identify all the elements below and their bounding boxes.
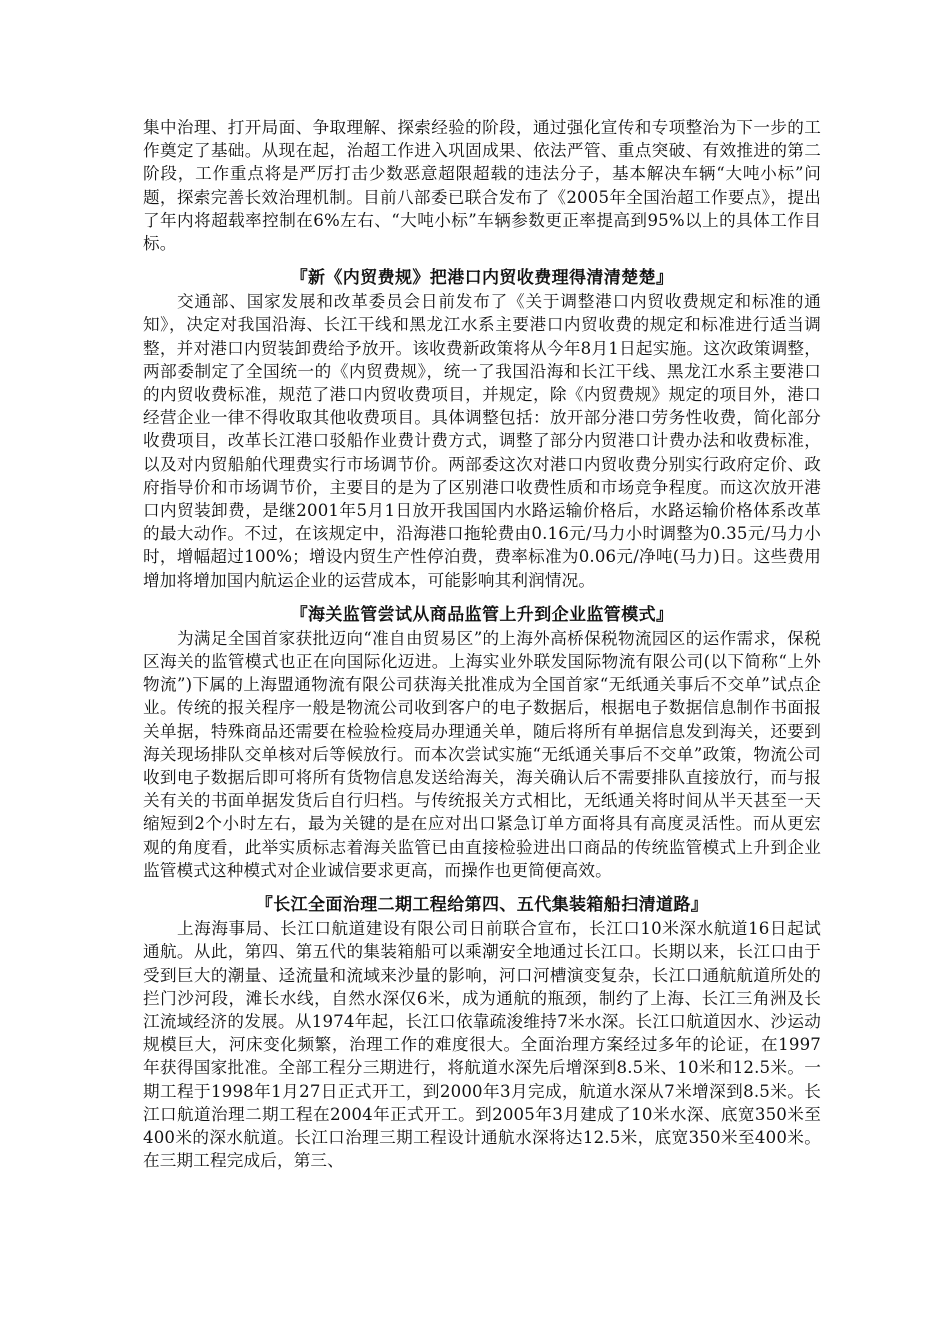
document-page [143,116,821,1172]
section-body: 上海海事局、长江口航道建设有限公司日前联合宣布，长江口10米深水航道16日起试通航。从此，第四、第五代的集装箱船可以乘潮安全地通过长江口。长期以来，长江口由于受到巨大的潮量、迳流量和流域来沙量的影响，河口河槽演变复杂，长江口通航航道所处的拦门沙河段，滩长水线，自然水深仅6米，成为通航的瓶颈，制约了上海、长江三角洲及长江流域经济的发展。从1974年起，长江口依靠疏浚维持7米水深。长江口航道因水、沙运动规模巨大，河床变化频繁，治理工作的难度很大。全面治理方案经过多年的论证，在1997年获得国家批准。全部工程分三期进行，将航道水深先后增深到8.5米、10米和12.5米。一期工程于1998年1月27日正式开工，到2000年3月完成，航道水深从7米增深到8.5米。长江口航道治理二期工程在2004年正式开工。到2005年3月建成了10米水深、底宽350米至400米的深水航道。长江口治理三期工程设计通航水深将达12.5米，底宽350米至400米。在三期工程完成后，第三、 [143,919,821,1171]
intro-paragraph: 集中治理、打开局面、争取理解、探索经验的阶段，通过强化宣传和专项整治为下一步的工作奠定了基础。从现在起，治超工作进入巩固成果、依法严管、重点突破、有效推进的第二阶段，工作重点将是严厉打击少数恶意超限超载的违法分子，基本解决车辆“大吨小标”问题，探索完善长效治理机制。目前八部委已联合发布了《2005年全国治超工作要点》，提出了年内将超载率控制在6%左右、“大吨小标”车辆参数更正率提高到95%以上的具体工作目标。 [143,118,821,254]
section-body: 为满足全国首家获批迈向“准自由贸易区”的上海外高桥保税物流园区的运作需求，保税区海关的监管模式也正在向国际化迈进。上海实业外联发国际物流有限公司(以下简称“上外物流”)下属的上海盟通物流有限公司获海关批准成为全国首家“无纸通关事后不交单”试点企业。传统的报关程序一般是物流公司收到客户的电子数据后，根据电子数据信息制作书面报关单据，特殊商品还需要在检验检疫局办理通关单，随后将所有单据信息发到海关，还要到海关现场排队交单核对后等候放行。而本次尝试实施“无纸通关事后不交单”政策，物流公司收到电子数据后即可将所有货物信息发送给海关，海关确认后不需要排队直接放行，而与报关有关的书面单据发货后自行归档。与传统报关方式相比，无纸通关将时间从半天甚至一天缩短到2个小时左右，最为关键的是在应对出口紧急订单方面将具有高度灵活性。而从更宏观的角度看，此举实质标志着海关监管已由直接检验进出口商品的传统监管模式上升到企业监管模式这种模式对企业诚信要求更高，而操作也更简便高效。 [143,628,821,880]
section-yangtze [143,893,821,1172]
section-title: 『新《内贸费规》把港口内贸收费理得清清楚楚』 [290,268,674,289]
section-customs [143,603,821,882]
section-title: 『长江全面治理二期工程给第四、五代集装箱船扫清道路』 [255,895,709,916]
section-port-fees [143,266,821,592]
section-title: 『海关监管尝试从商品监管上升到企业监管模式』 [290,604,674,625]
section-body: 交通部、国家发展和改革委员会日前发布了《关于调整港口内贸收费规定和标准的通知》，决定对我国沿海、长江干线和黑龙江水系主要港口内贸收费的规定和标准进行适当调整，并对港口内贸装卸费给予放开。该收费新政策将从今年8月1日起实施。这次政策调整，两部委制定了全国统一的《内贸费规》，统一了我国沿海和长江干线、黑龙江水系主要港口的内贸收费标准，规范了港口内贸收费项目，并规定，除《内贸费规》规定的项目外，港口经营企业一律不得收取其他收费项目。具体调整包括：放开部分港口劳务性收费，简化部分收费项目，改革长江港口驳船作业费计费方式，调整了部分内贸港口计费办法和收费标准，以及对内贸船舶代理费实行市场调节价。两部委这次对港口内贸收费分别实行政府定价、政府指导价和市场调节价，主要目的是为了区别港口收费性质和市场竞争程度。而这次放开港口内贸装卸费，是继2001年5月1日放开我国国内水路运输价格后，水路运输价格体系改革的最大动作。不过，在该规定中，沿海港口拖轮费由0.16元/马力小时调整为0.35元/马力小时，增幅超过100%；增设内贸生产性停泊费，费率标准为0.06元/净吨(马力)日。这些费用增加将增加国内航运企业的运营成本，可能影响其利润情况。 [143,292,821,590]
intro-section [143,116,821,255]
